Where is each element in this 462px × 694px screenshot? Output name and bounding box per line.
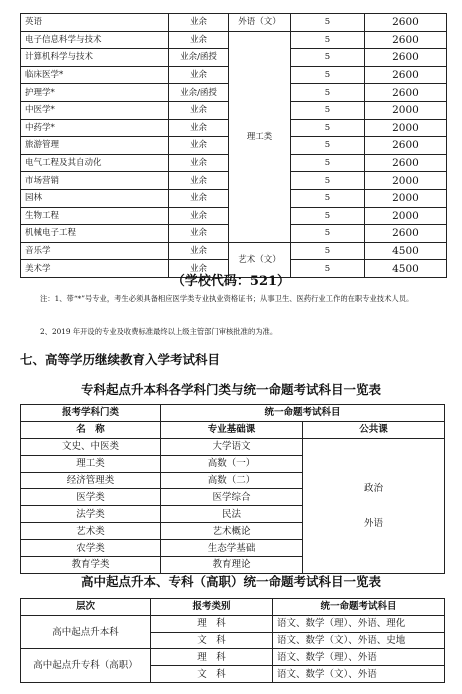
years-cell: 5 [291, 137, 365, 155]
category-cell: 理工类 [229, 31, 291, 242]
name-cell: 理工类 [21, 455, 161, 472]
major-cell: 音乐学 [21, 242, 169, 260]
level-table [20, 598, 445, 683]
table-row [21, 14, 447, 32]
header-public: 公共课 [303, 421, 445, 438]
fee-cell: 2000 [365, 101, 447, 119]
major-cell: 市场营销 [21, 172, 169, 190]
header-level: 层次 [21, 599, 151, 616]
years-cell: 5 [291, 242, 365, 260]
major-cell: 机械电子工程 [21, 225, 169, 243]
major-cell: 护理学* [21, 84, 169, 102]
fee-cell: 4500 [365, 242, 447, 260]
major-cell: 中医学* [21, 101, 169, 119]
years-cell: 5 [291, 14, 365, 32]
fee-cell: 2000 [365, 207, 447, 225]
major-cell: 园林 [21, 189, 169, 207]
table-header-row [21, 421, 445, 438]
years-cell: 5 [291, 31, 365, 49]
years-cell: 5 [291, 172, 365, 190]
table-header-row [21, 599, 445, 616]
basic-cell: 民法 [161, 506, 303, 523]
fee-cell: 2600 [365, 154, 447, 172]
fee-cell: 2600 [365, 49, 447, 67]
header-name: 名 称 [21, 421, 161, 438]
form-cell: 业余/函授 [169, 84, 229, 102]
years-cell: 5 [291, 260, 365, 278]
school-code: （学校代码：521） [171, 274, 291, 289]
category-cell: 艺术（文） [229, 242, 291, 277]
subjects-cell: 语文、数学（文）、外语、史地 [273, 632, 445, 649]
level-cell: 高中起点升专科（高职） [21, 649, 151, 683]
fee-cell: 2600 [365, 137, 447, 155]
category-cell: 理 科 [151, 615, 273, 632]
note-1: 注：1、带“*”号专业，考生必须具备相应医学类专业执业资格证书；从事卫生、医药行业工作的在职专业技术人员。 [40, 294, 414, 303]
years-cell: 5 [291, 119, 365, 137]
table-row [21, 615, 445, 632]
years-cell: 5 [291, 84, 365, 102]
name-cell: 农学类 [21, 540, 161, 557]
name-cell: 文史、中医类 [21, 438, 161, 455]
table-row [21, 31, 447, 49]
fee-cell: 2600 [365, 14, 447, 32]
table-row [21, 242, 447, 260]
form-cell: 业余 [169, 137, 229, 155]
years-cell: 5 [291, 207, 365, 225]
level-cell: 高中起点升本科 [21, 615, 151, 649]
name-cell: 经济管理类 [21, 472, 161, 489]
major-cell: 旅游管理 [21, 137, 169, 155]
form-cell: 业余 [169, 66, 229, 84]
years-cell: 5 [291, 101, 365, 119]
major-cell: 中药学* [21, 119, 169, 137]
years-cell: 5 [291, 189, 365, 207]
subject-table [20, 404, 445, 574]
public-subject-2: 外语 [364, 517, 384, 529]
major-cell: 计算机科学与技术 [21, 49, 169, 67]
fee-cell: 2600 [365, 84, 447, 102]
form-cell: 业余 [169, 172, 229, 190]
basic-cell: 生态学基础 [161, 540, 303, 557]
basic-cell: 教育理论 [161, 557, 303, 574]
form-cell: 业余 [169, 119, 229, 137]
table-row [21, 649, 445, 666]
basic-cell: 艺术概论 [161, 523, 303, 540]
form-cell: 业余/函授 [169, 49, 229, 67]
header-subjects: 统一命题考试科目 [273, 599, 445, 616]
subject-table-title: 专科起点升本科各学科门类与统一命题考试科目一览表 [80, 382, 381, 397]
basic-cell: 医学综合 [161, 489, 303, 506]
fee-cell: 4500 [365, 260, 447, 278]
subjects-cell: 语文、数学（文）、外语 [273, 666, 445, 683]
major-cell: 英语 [21, 14, 169, 32]
name-cell: 医学类 [21, 489, 161, 506]
form-cell: 业余 [169, 31, 229, 49]
fee-cell: 2600 [365, 31, 447, 49]
category-cell: 文 科 [151, 632, 273, 649]
table-row [21, 438, 445, 455]
major-cell: 临床医学* [21, 66, 169, 84]
fee-cell: 2000 [365, 119, 447, 137]
table-header-row [21, 405, 445, 422]
note-2: 2、2019 年开设的专业及收费标准最终以上级主管部门审核批准的为准。 [40, 327, 278, 336]
name-cell: 法学类 [21, 506, 161, 523]
years-cell: 5 [291, 225, 365, 243]
form-cell: 业余 [169, 242, 229, 260]
header-exam: 统一命题考试科目 [161, 405, 445, 422]
form-cell: 业余 [169, 207, 229, 225]
major-cell: 生物工程 [21, 207, 169, 225]
form-cell: 业余 [169, 225, 229, 243]
basic-cell: 大学语文 [161, 438, 303, 455]
form-cell: 业余 [169, 14, 229, 32]
major-cell: 美术学 [21, 260, 169, 278]
basic-cell: 高数（二） [161, 472, 303, 489]
category-cell: 外语（文） [229, 14, 291, 32]
fee-cell: 2600 [365, 66, 447, 84]
form-cell: 业余 [169, 260, 229, 278]
major-cell: 电气工程及其自动化 [21, 154, 169, 172]
major-cell: 电子信息科学与技术 [21, 31, 169, 49]
public-cell [303, 438, 445, 573]
header-category: 报考学科门类 [21, 405, 161, 422]
subjects-cell: 语文、数学（理）、外语、理化 [273, 615, 445, 632]
section-heading: 七、高等学历继续教育入学考试科目 [20, 352, 221, 367]
fee-table [20, 13, 447, 278]
category-cell: 理 科 [151, 649, 273, 666]
basic-cell: 高数（一） [161, 455, 303, 472]
subjects-cell: 语文、数学（理）、外语 [273, 649, 445, 666]
level-table-title: 高中起点升本、专科（高职）统一命题考试科目一览表 [80, 574, 381, 589]
years-cell: 5 [291, 49, 365, 67]
public-subject-1: 政治 [364, 482, 384, 494]
form-cell: 业余 [169, 101, 229, 119]
name-cell: 艺术类 [21, 523, 161, 540]
years-cell: 5 [291, 154, 365, 172]
fee-cell: 2000 [365, 172, 447, 190]
form-cell: 业余 [169, 154, 229, 172]
category-cell: 文 科 [151, 666, 273, 683]
fee-cell: 2600 [365, 225, 447, 243]
header-category: 报考类别 [151, 599, 273, 616]
name-cell: 教育学类 [21, 557, 161, 574]
fee-cell: 2000 [365, 189, 447, 207]
form-cell: 业余 [169, 189, 229, 207]
header-basic: 专业基础课 [161, 421, 303, 438]
years-cell: 5 [291, 66, 365, 84]
